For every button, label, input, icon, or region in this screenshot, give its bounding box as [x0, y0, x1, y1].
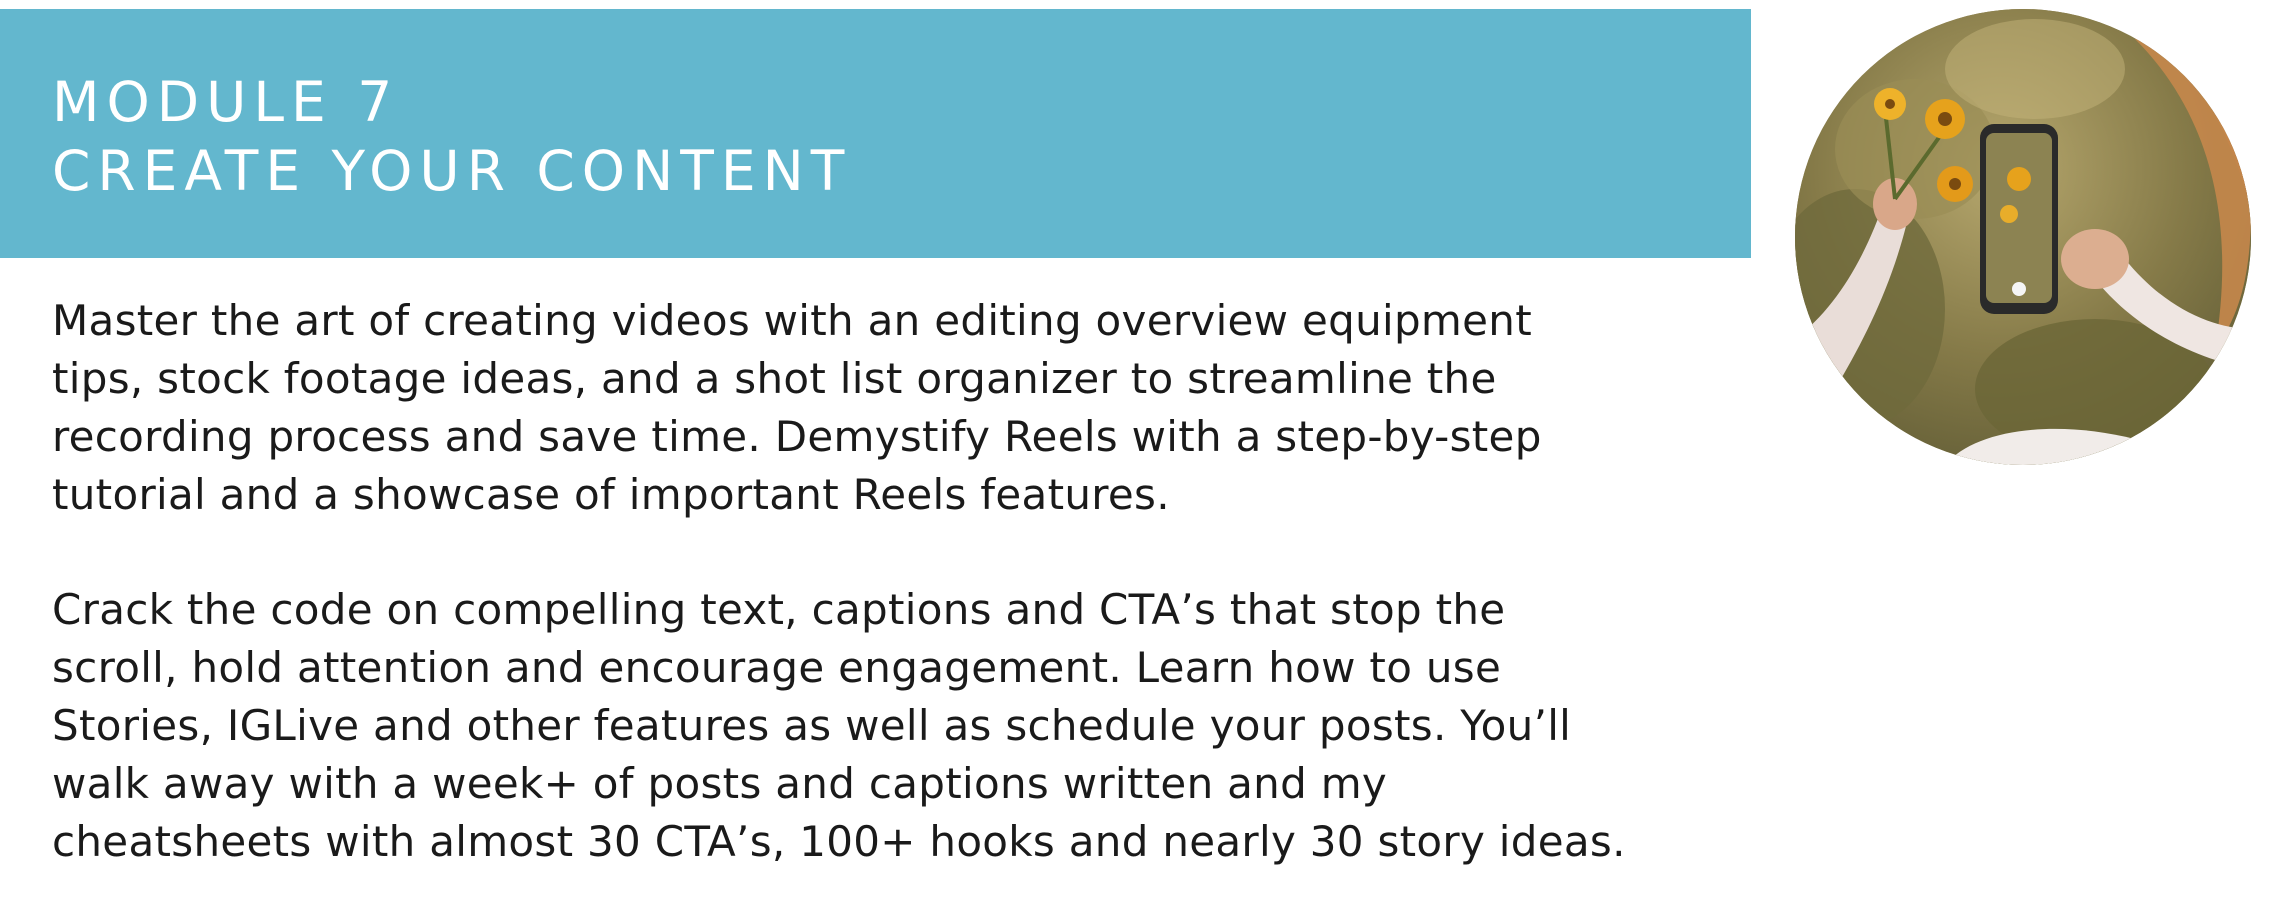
module-title: [52, 68, 851, 206]
paragraph-2-line: walk away with a week+ of posts and captions written and my: [52, 759, 1388, 808]
description-paragraph-1: [52, 292, 1752, 524]
module-number: MODULE 7: [52, 70, 400, 134]
description-paragraph-2: [52, 581, 1752, 871]
paragraph-2-line: Stories, IGLive and other features as well as schedule your posts. You’ll: [52, 701, 1572, 750]
paragraph-1-line: tips, stock footage ideas, and a shot list organizer to streamline the: [52, 354, 1497, 403]
paragraph-1-line: tutorial and a showcase of important Reels features.: [52, 470, 1170, 519]
module-photo: [1795, 9, 2251, 465]
paragraph-2-line: cheatsheets with almost 30 CTA’s, 100+ hooks and nearly 30 story ideas.: [52, 817, 1626, 866]
paragraph-1-line: recording process and save time. Demystify Reels with a step-by-step: [52, 412, 1542, 461]
paragraph-2-line: Crack the code on compelling text, captions and CTA’s that stop the: [52, 585, 1506, 634]
module-subtitle: CREATE YOUR CONTENT: [52, 139, 852, 203]
paragraph-1-line: Master the art of creating videos with an editing overview equipment: [52, 296, 1532, 345]
paragraph-2-line: scroll, hold attention and encourage engagement. Learn how to use: [52, 643, 1502, 692]
phone-filming-flowers-icon: [1795, 9, 2251, 465]
